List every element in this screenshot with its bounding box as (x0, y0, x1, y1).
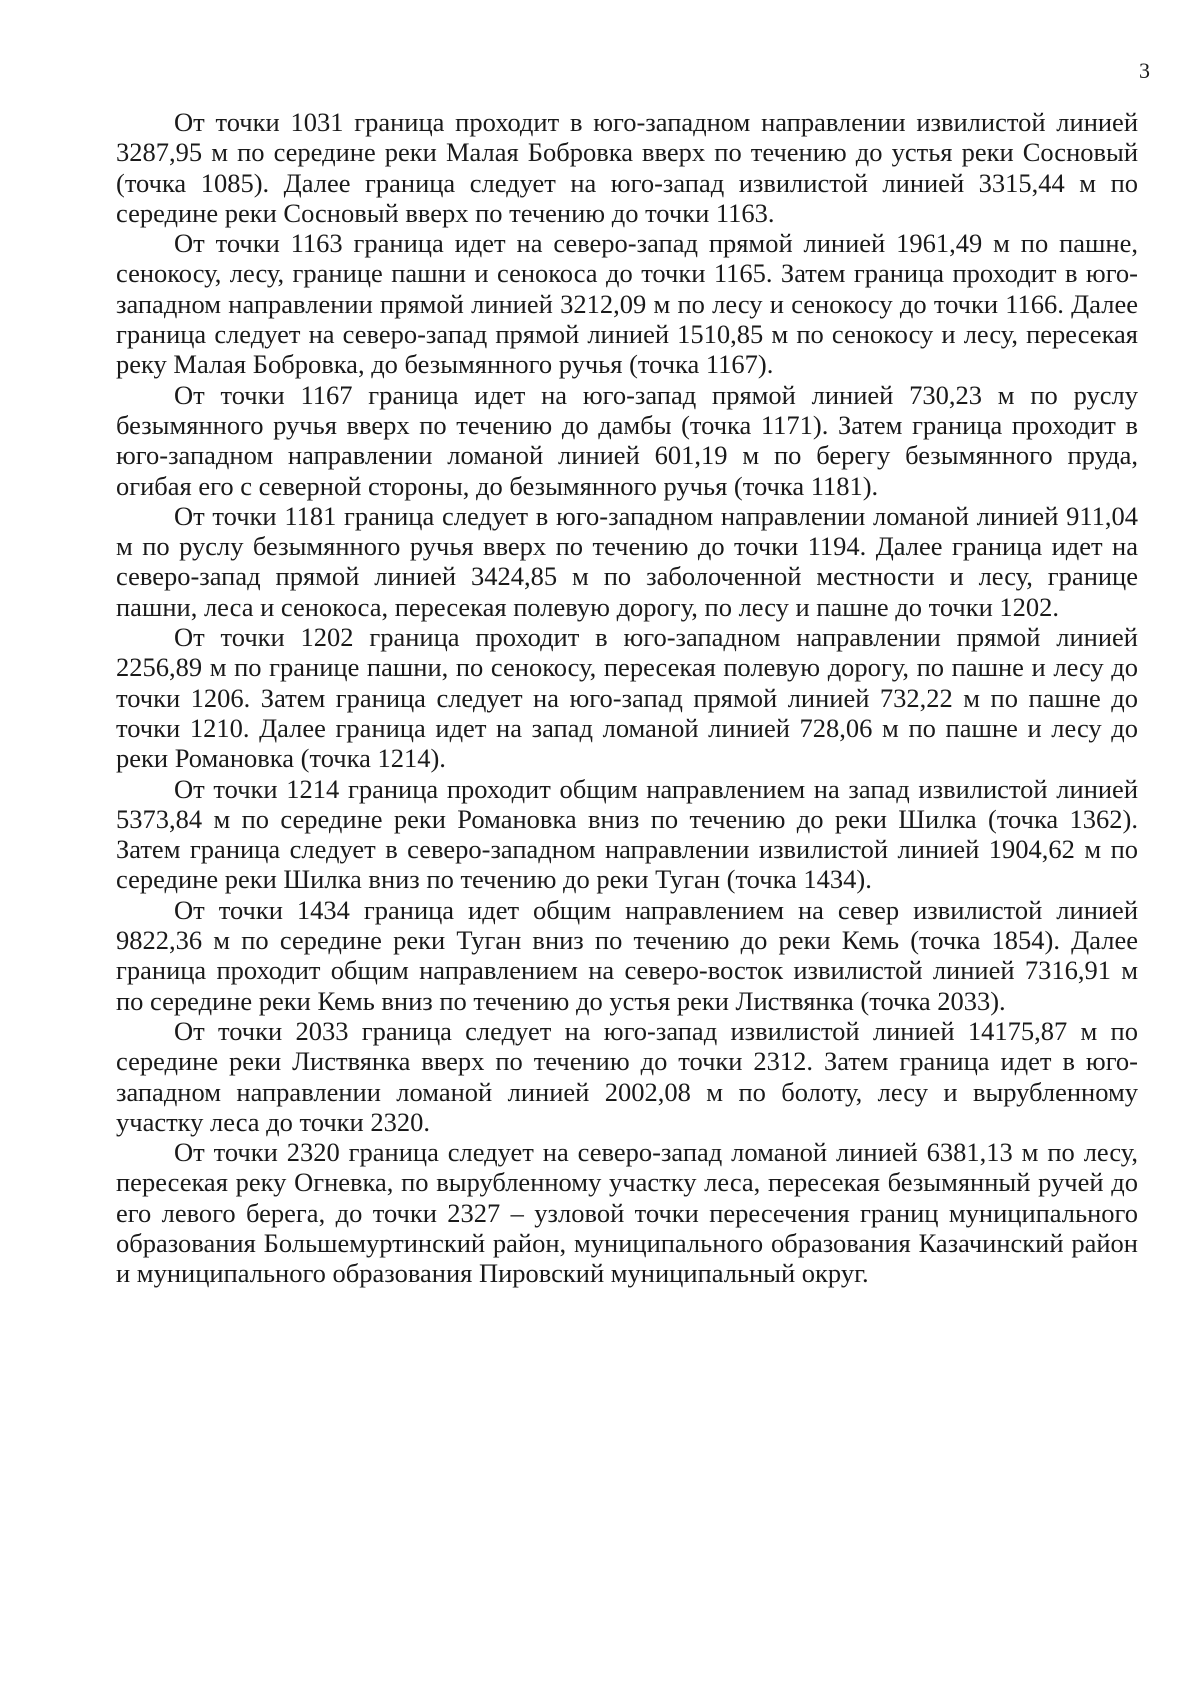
paragraph: От точки 2320 граница следует на северо-запад ломаной линией 6381,13 м по лесу, пересекая реку Огневка, по вырубленному участку леса, пересекая безымянный ручей до его левого берега, до точки 2327 – узловой точки пересечения границ муниципального образования Большемуртинский район, муниципального образования Казачинский район и муниципального образования Пировский муниципальный округ. (116, 1137, 1138, 1289)
paragraph: От точки 2033 граница следует на юго-запад извилистой линией 14175,87 м по середине реки Листвянка вверх по течению до точки 2312. Затем граница идет в юго-западном направлении ломаной линией 2002,08 м по болоту, лесу и вырубленному участку леса до точки 2320. (116, 1015, 1138, 1137)
paragraph: От точки 1214 граница проходит общим направлением на запад извилистой линией 5373,84 м по середине реки Романовка вниз по течению до реки Шилка (точка 1362). Затем граница следует в северо-западном направлении извилистой линией 1904,62 м по середине реки Шилка вниз по течению до реки Туган (точка 1434). (116, 773, 1138, 895)
paragraph: От точки 1167 граница идет на юго-запад прямой линией 730,23 м по руслу безымянного ручья вверх по течению до дамбы (точка 1171). Затем граница проходит в юго-западном направлении ломаной линией 601,19 м по берегу безымянного пруда, огибая его с северной стороны, до безымянного ручья (точка 1181). (116, 379, 1138, 501)
paragraph: От точки 1181 граница следует в юго-западном направлении ломаной линией 911,04 м по руслу безымянного ручья вверх по течению до точки 1194. Далее граница идет на северо-запад прямой линией 3424,85 м по заболоченной местности и лесу, границе пашни, леса и сенокоса, пересекая полевую дорогу, по лесу и пашне до точки 1202. (116, 500, 1138, 622)
paragraph: От точки 1163 граница идет на северо-запад прямой линией 1961,49 м по пашне, сенокосу, лесу, границе пашни и сенокоса до точки 1165. Затем граница проходит в юго-западном направлении прямой линией 3212,09 м по лесу и сенокосу до точки 1166. Далее граница следует на северо-запад прямой линией 1510,85 м по сенокосу и лесу, пересекая реку Малая Бобровка, до безымянного ручья (точка 1167). (116, 228, 1138, 380)
paragraph: От точки 1434 граница идет общим направлением на север извилистой линией 9822,36 м по середине реки Туган вниз по течению до реки Кемь (точка 1854). Далее граница проходит общим направлением на северо-восток извилистой линией 7316,91 м по середине реки Кемь вниз по течению до устья реки Листвянка (точка 2033). (116, 894, 1138, 1016)
document-body (116, 107, 1138, 1289)
paragraph: От точки 1031 граница проходит в юго-западном направлении извилистой линией 3287,95 м по середине реки Малая Бобровка вверх по течению до устья реки Сосновый (точка 1085). Далее граница следует на юго-запад извилистой линией 3315,44 м по середине реки Сосновый вверх по течению до точки 1163. (116, 107, 1138, 228)
page-number: 3 (1139, 58, 1150, 83)
paragraph: От точки 1202 граница проходит в юго-западном направлении прямой линией 2256,89 м по границе пашни, по сенокосу, пересекая полевую дорогу, по пашне и лесу до точки 1206. Затем граница следует на юго-запад прямой линией 732,22 м по пашне до точки 1210. Далее граница идет на запад ломаной линией 728,06 м по пашне и лесу до реки Романовка (точка 1214). (116, 622, 1138, 774)
